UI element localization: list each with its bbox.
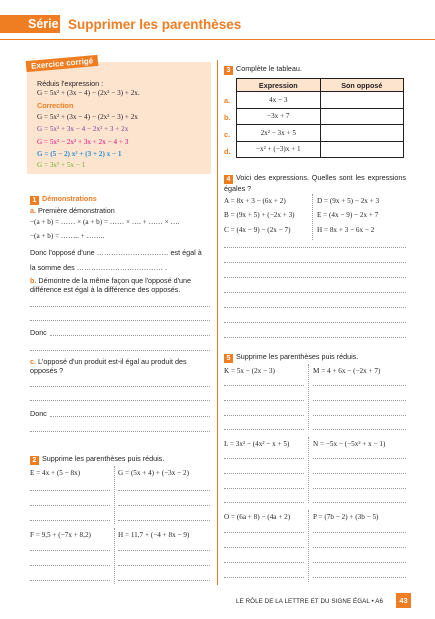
- ex4-heading: [224, 173, 406, 193]
- table-cell-expression: 4x − 3: [237, 92, 321, 109]
- answer-line[interactable]: [313, 488, 406, 489]
- answer-line[interactable]: [313, 577, 406, 578]
- answer-line[interactable]: [224, 547, 304, 548]
- table-row-label: a.: [224, 96, 231, 105]
- table-row-label: c.: [224, 130, 231, 139]
- correction-line-1: G = 5x² + (3x − 4) − (2x² − 3) + 2x: [37, 113, 138, 121]
- answer-line[interactable]: [118, 520, 210, 521]
- table-cell-answer[interactable]: [320, 141, 403, 158]
- table-cell-answer[interactable]: [320, 125, 403, 142]
- page-title: Supprimer les parenthèses: [68, 17, 242, 32]
- answer-line[interactable]: [313, 385, 406, 386]
- ex4-expr-H: H = 8x + 3 − 6x − 2: [317, 226, 375, 234]
- ex5-expr-L: L = 3x² − (4x² − x + 5): [224, 440, 290, 448]
- ex1-number: 1: [30, 196, 39, 205]
- ex1-donc-2: Donc: [30, 409, 47, 418]
- answer-line[interactable]: [30, 400, 210, 401]
- ex2-expr-G: G = (5x + 4) + (−3x − 2): [118, 469, 189, 477]
- ex5-expr-P: P = (7b − 2) + (3b − 5): [313, 513, 379, 521]
- ex5-divider: [308, 510, 309, 582]
- ex4-expr-C: C = (4x − 9) − (2x − 7): [224, 226, 291, 234]
- correction-line-4: G = (5 − 2) x² + (3 + 2) x − 1: [37, 150, 122, 158]
- answer-line[interactable]: [313, 458, 406, 459]
- table-cell-answer[interactable]: [320, 92, 403, 109]
- answer-line[interactable]: [224, 415, 304, 416]
- answer-line[interactable]: [118, 580, 210, 581]
- ex4-expr-B: B = (9x + 5) + (−2x + 3): [224, 211, 295, 219]
- ex2-heading: [30, 454, 164, 465]
- answer-line[interactable]: [313, 547, 406, 548]
- correction-line-5: G = 3x² + 5x − 1: [37, 161, 86, 169]
- table-header-opposite: Son opposé: [320, 79, 403, 92]
- answer-line[interactable]: [224, 322, 406, 323]
- answer-line[interactable]: [313, 473, 406, 474]
- corrected-intro: Réduis l'expression :: [37, 79, 104, 88]
- answer-line[interactable]: [224, 307, 406, 308]
- ex2-divider: [114, 466, 115, 524]
- answer-line[interactable]: [30, 386, 210, 387]
- ex1-line-4: la somme des ……………………………… .: [30, 263, 167, 272]
- ex4-expr-D: D = (9x + 5) − 2x + 3: [317, 197, 380, 205]
- answer-line[interactable]: [30, 565, 110, 566]
- answer-line[interactable]: [224, 532, 304, 533]
- table-header-expression: Expression: [237, 79, 321, 92]
- ex2-expr-F: F = 9,5 + (−7x + 8,2): [30, 531, 91, 539]
- answer-line[interactable]: [30, 520, 110, 521]
- answer-line[interactable]: [224, 262, 406, 263]
- ex1-a-title: Première démonstration: [38, 206, 115, 215]
- ex1-c-text: [30, 357, 212, 375]
- ex5-number: 5: [224, 354, 233, 363]
- answer-line[interactable]: [224, 562, 304, 563]
- ex2-divider: [114, 528, 115, 584]
- ex5-title: Supprime les parenthèses puis réduis.: [236, 352, 359, 361]
- answer-line[interactable]: [30, 550, 110, 551]
- answer-line[interactable]: [224, 577, 304, 578]
- table-row-label: d.: [224, 147, 231, 156]
- answer-line[interactable]: [30, 350, 210, 351]
- answer-line[interactable]: [118, 505, 210, 506]
- table-cell-answer[interactable]: [320, 108, 403, 125]
- ex1-heading: [30, 194, 97, 205]
- answer-line[interactable]: [224, 385, 304, 386]
- corrected-expression: G = 5x² + (3x − 4) − (2x² − 3) + 2x.: [37, 89, 140, 97]
- ex1-line-2: −(a + b) = …….. + ……..: [30, 232, 105, 240]
- ex1-a-heading: [30, 206, 115, 215]
- ex3-title: Complète le tableau.: [236, 64, 302, 73]
- table-cell-expression: −x² + (−3)x + 1: [237, 141, 321, 158]
- ex5-expr-N: N = −5x − (−5x² + x − 1): [313, 440, 386, 448]
- ex1-line-3: Donc l'opposé d'une ………………………… est égal à: [30, 248, 202, 257]
- answer-line[interactable]: [313, 502, 406, 503]
- answer-line[interactable]: [118, 550, 210, 551]
- ex4-title: Voici des expressions. Quelles sont les expressions égales ?: [224, 173, 406, 193]
- header-rule: [0, 39, 435, 40]
- ex5-expr-K: K = 5x − (2x − 3): [224, 367, 275, 375]
- ex1-title: Démonstrations: [42, 194, 97, 203]
- answer-line[interactable]: [224, 277, 406, 278]
- answer-line[interactable]: [50, 335, 210, 336]
- ex2-expr-E: E = 4x + (5 − 8x): [30, 469, 81, 477]
- answer-line[interactable]: [30, 580, 110, 581]
- ex1-b-text: [30, 276, 212, 294]
- ex1-c-label: c.: [30, 357, 36, 366]
- answer-line[interactable]: [313, 532, 406, 533]
- ex4-divider: [312, 194, 313, 240]
- ex1-a-label: a.: [30, 206, 36, 215]
- table-row-label: b.: [224, 113, 231, 122]
- answer-line[interactable]: [224, 292, 406, 293]
- ex1-line-1: −(a + b) = …… × (a + b) = …… × …. + …… × ….: [30, 218, 180, 226]
- ex2-number: 2: [30, 456, 39, 465]
- serie-label: Série 3: [28, 17, 70, 31]
- correction-line-2: G = 5x² + 3x − 4 − 2x² + 3 + 2x: [37, 125, 129, 133]
- ex2-expr-H: H = 11,7 + (−4 + 8x − 9): [118, 531, 190, 539]
- ex1-b-label: b.: [30, 276, 37, 285]
- opposite-table: [236, 78, 404, 158]
- ex3-number: 3: [224, 66, 233, 75]
- answer-line[interactable]: [30, 306, 210, 307]
- answer-line[interactable]: [30, 320, 210, 321]
- answer-line[interactable]: [118, 565, 210, 566]
- ex5-expr-M: M = 4 + 6x − (−2x + 7): [313, 367, 381, 375]
- ex5-heading: [224, 352, 358, 363]
- table-cell-expression: 2x² − 3x + 5: [237, 125, 321, 142]
- table-cell-expression: −3x + 7: [237, 108, 321, 125]
- corrected-exercise-label: Exercice corrigé: [26, 55, 99, 72]
- answer-line[interactable]: [313, 400, 406, 401]
- ex5-divider: [308, 364, 309, 430]
- answer-line[interactable]: [224, 429, 304, 430]
- answer-line[interactable]: [224, 337, 406, 338]
- ex3-heading: [224, 64, 302, 75]
- correction-line-3: G = 5x² − 2x² + 3x + 2x − 4 + 3: [37, 138, 129, 146]
- answer-line[interactable]: [224, 247, 406, 248]
- ex1-c-body: L'opposé d'un produit est-il égal au produit des opposés ?: [30, 357, 187, 375]
- answer-line[interactable]: [50, 416, 210, 417]
- ex5-expr-O: O = (6a + 8) − (4a + 2): [224, 513, 291, 521]
- answer-line[interactable]: [30, 431, 210, 432]
- answer-line[interactable]: [313, 429, 406, 430]
- answer-line[interactable]: [224, 458, 304, 459]
- ex4-number: 4: [224, 175, 233, 184]
- ex4-expr-E: E = (4x − 9) − 2x + 7: [317, 211, 379, 219]
- answer-line[interactable]: [30, 490, 110, 491]
- answer-line[interactable]: [30, 505, 110, 506]
- column-divider: [217, 60, 218, 585]
- answer-line[interactable]: [224, 488, 304, 489]
- ex5-divider: [308, 437, 309, 503]
- footer-text: LE RÔLE DE LA LETTRE ET DU SIGNE ÉGAL • A6: [236, 598, 384, 605]
- ex1-b-body: Démontre de la même façon que l'opposé d'une différence est égal à la différence des opposés.: [30, 276, 191, 294]
- answer-line[interactable]: [313, 562, 406, 563]
- correction-label: Correction: [37, 101, 74, 110]
- answer-line[interactable]: [118, 490, 210, 491]
- page-number: 43: [396, 593, 411, 608]
- answer-line[interactable]: [224, 400, 304, 401]
- ex4-expr-A: A = 8x + 3 − (6x + 2): [224, 197, 286, 205]
- answer-line[interactable]: [224, 502, 304, 503]
- answer-line[interactable]: [224, 473, 304, 474]
- ex2-title: Supprime les parenthèses puis réduis.: [42, 454, 165, 463]
- answer-line[interactable]: [313, 415, 406, 416]
- ex1-donc-1: Donc: [30, 328, 47, 337]
